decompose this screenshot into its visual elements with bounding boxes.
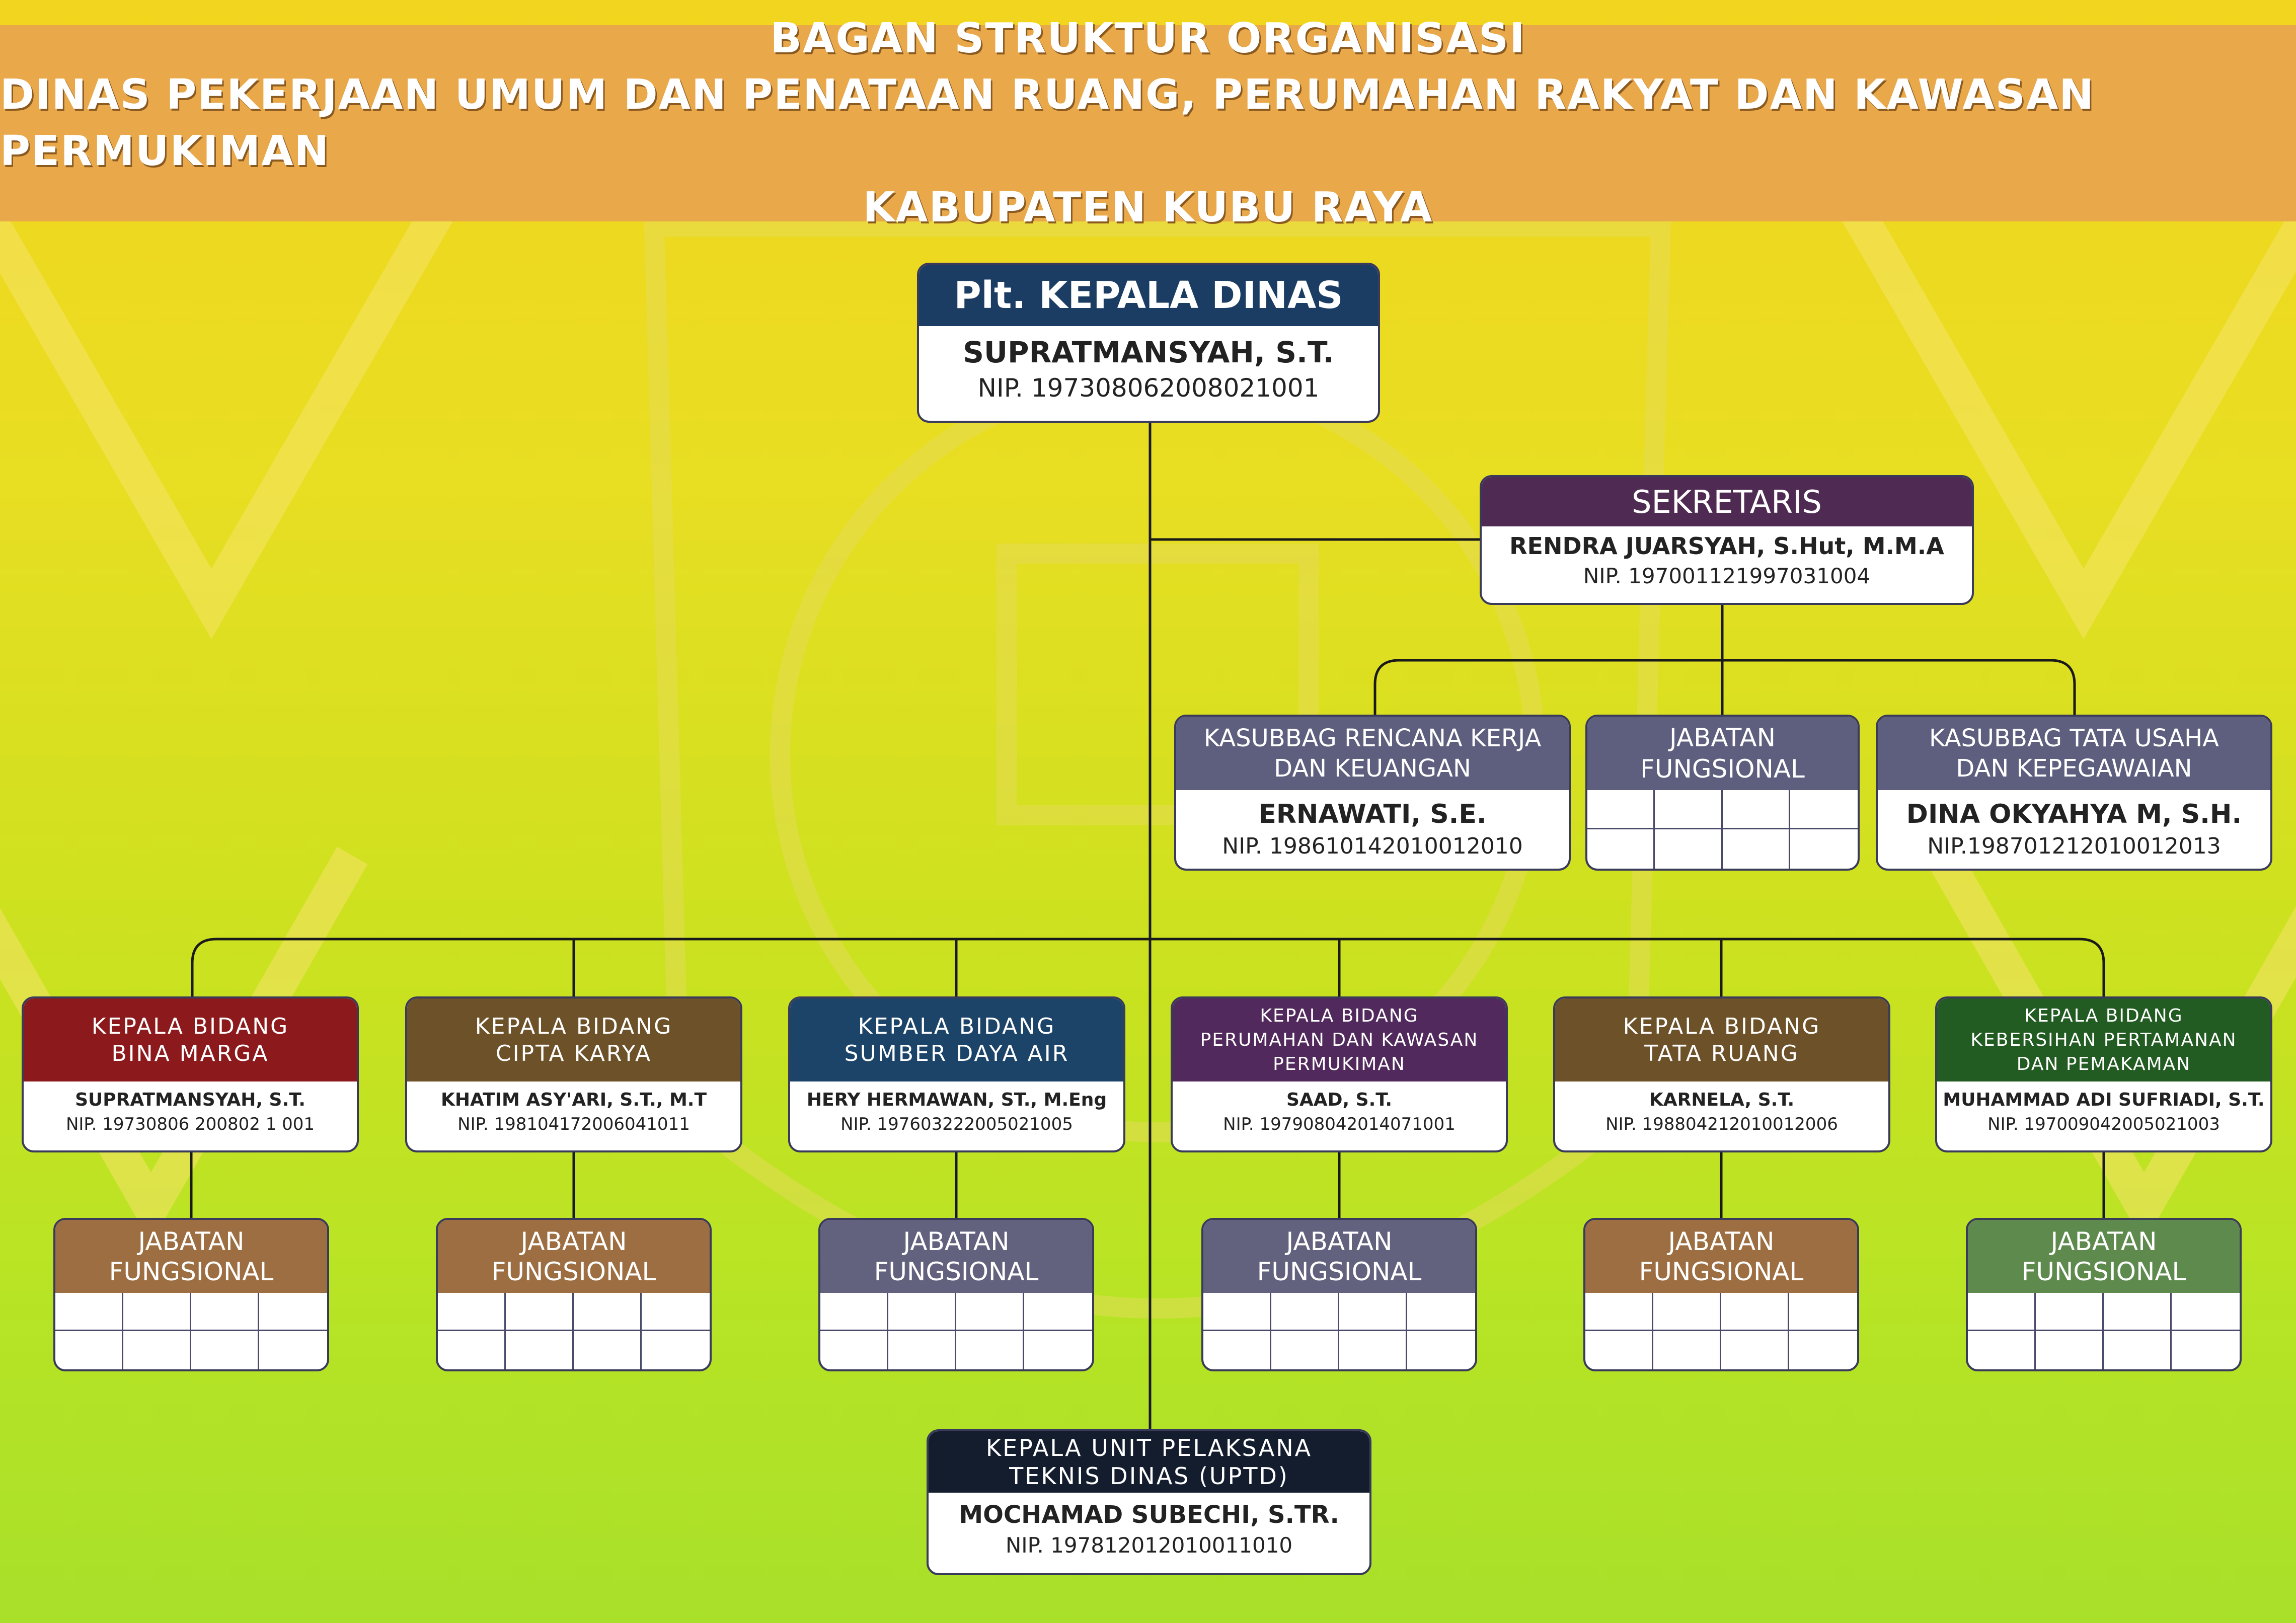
bidang-bina-marga-header [24, 998, 357, 1081]
bidang-cipta-karya-name: KHATIM ASY'ARI, S.T., M.T [440, 1090, 707, 1110]
bidang-bina-marga-box [22, 996, 359, 1152]
fungsional-box-4 [1201, 1218, 1477, 1371]
uptd-nip: NIP. 197812012010011010 [1005, 1533, 1293, 1558]
fungsional-box-5 [1583, 1218, 1859, 1371]
bidang-perumahan-nip: NIP. 197908042014071001 [1223, 1114, 1456, 1134]
fungsional-box-2 [436, 1218, 712, 1371]
bidang-cipta-karya-nip: NIP. 198104172006041011 [457, 1114, 690, 1134]
bidang-tata-ruang-name: KARNELA, S.T. [1649, 1090, 1795, 1110]
bidang-sumber-daya-air-box [788, 996, 1125, 1152]
fungsional-title-line2: FUNGSIONAL [2021, 1257, 2186, 1286]
fungsional-title-line2: FUNGSIONAL [1639, 1257, 1804, 1286]
bidang-bina-marga-nip: NIP. 19730806 200802 1 001 [65, 1114, 315, 1134]
bidang-cipta-karya-title-line2: CIPTA KARYA [495, 1040, 652, 1066]
sekretaris-header [1482, 477, 1972, 526]
fungsional-title-line2: FUNGSIONAL [874, 1257, 1039, 1286]
bidang-sumber-daya-air-header [790, 998, 1123, 1081]
bidang-bina-marga-title-line2: BINA MARGA [111, 1040, 269, 1066]
fungsional-title-line2: FUNGSIONAL [1257, 1257, 1422, 1286]
fungsional-header-1 [55, 1220, 327, 1293]
bidang-sumber-daya-air-nip: NIP. 197603222005021005 [840, 1114, 1073, 1134]
kasubbag-keuangan-name: ERNAWATI, S.E. [1258, 799, 1487, 829]
kasubbag-keuangan-box [1174, 715, 1571, 871]
kasubbag-tata-usaha-nip: NIP.198701212010012013 [1927, 833, 2221, 859]
sekretariat-fungsional-box [1585, 715, 1860, 871]
bidang-sumber-daya-air-name: HERY HERMAWAN, ST., M.Eng [806, 1090, 1107, 1110]
kasubbag-tata-usaha-header [1878, 717, 2270, 790]
bidang-tata-ruang-box [1553, 996, 1890, 1152]
bidang-bina-marga-title-line1: KEPALA BIDANG [91, 1013, 289, 1039]
kepala-dinas-header [919, 265, 1378, 326]
subbag-bracket [1375, 660, 2075, 715]
sekretariat-fungsional-grid [1587, 790, 1858, 869]
fungsional-box-6 [1966, 1218, 2242, 1371]
uptd-box [927, 1429, 1371, 1575]
bidang-perumahan-title-line1: KEPALA BIDANG [1260, 1005, 1419, 1026]
kasubbag-tata-usaha-title-line1: KASUBBAG TATA USAHA [1929, 724, 2220, 752]
bidang-kebersihan-title-line3: DAN PEMAKAMAN [2016, 1053, 2191, 1074]
kasubbag-keuangan-nip: NIP. 198610142010012010 [1222, 833, 1523, 859]
fungsional-title-line1: JABATAN [520, 1226, 627, 1256]
bidang-kebersihan-name: MUHAMMAD ADI SUFRIADI, S.T. [1943, 1090, 2265, 1110]
bidang-kebersihan-title-line1: KEPALA BIDANG [2024, 1005, 2183, 1026]
fungsional-box-3 [818, 1218, 1094, 1371]
uptd-title-line1: KEPALA UNIT PELAKSANA [985, 1434, 1313, 1461]
fungsional-grid-6 [1968, 1293, 2240, 1369]
fungsional-header-6 [1968, 1220, 2240, 1293]
fungsional-title-line1: JABATAN [1286, 1226, 1393, 1256]
kasubbag-keuangan-header [1176, 717, 1569, 790]
kasubbag-tata-usaha-box [1876, 715, 2272, 871]
bidang-perumahan-box [1171, 996, 1508, 1152]
bidang-perumahan-name: SAAD, S.T. [1286, 1090, 1393, 1110]
uptd-header [929, 1431, 1369, 1493]
fungsional-grid-4 [1203, 1293, 1475, 1369]
header-title-line1: BAGAN STRUKTUR ORGANISASI [770, 15, 1526, 62]
bidang-bracket [192, 939, 2104, 996]
fungsional-grid-1 [55, 1293, 327, 1369]
fungsional-header-4 [1203, 1220, 1475, 1293]
bidang-kebersihan-nip: NIP. 197009042005021003 [1987, 1114, 2220, 1134]
sekretariat-fungsional-title-line1: JABATAN [1669, 723, 1776, 752]
sekretaris-box [1480, 475, 1974, 605]
bidang-cipta-karya-title-line1: KEPALA BIDANG [475, 1013, 673, 1039]
sekretariat-fungsional-header [1587, 717, 1858, 790]
bidang-sumber-daya-air-title-line1: KEPALA BIDANG [858, 1013, 1056, 1039]
sekretariat-fungsional-title-line2: FUNGSIONAL [1640, 754, 1805, 784]
bidang-bina-marga-name: SUPRATMANSYAH, S.T. [75, 1090, 305, 1110]
bidang-perumahan-title-line3: PERMUKIMAN [1273, 1053, 1406, 1074]
fungsional-title-line1: JABATAN [903, 1226, 1010, 1256]
fungsional-title-line2: FUNGSIONAL [491, 1257, 656, 1286]
bidang-cipta-karya-header [407, 998, 740, 1081]
uptd-name: MOCHAMAD SUBECHI, S.TR. [959, 1501, 1339, 1529]
fungsional-grid-2 [438, 1293, 710, 1369]
fungsional-header-5 [1585, 1220, 1857, 1293]
fungsional-header-2 [438, 1220, 710, 1293]
fungsional-title-line1: JABATAN [138, 1226, 245, 1256]
kasubbag-keuangan-title-line1: KASUBBAG RENCANA KERJA [1203, 724, 1542, 752]
bidang-perumahan-header [1173, 998, 1506, 1081]
sekretaris-title: SEKRETARIS [1632, 483, 1822, 520]
fungsional-title-line2: FUNGSIONAL [109, 1257, 274, 1286]
kasubbag-tata-usaha-title-line2: DAN KEPEGAWAIAN [1956, 754, 2192, 783]
bidang-tata-ruang-header [1555, 998, 1888, 1081]
bidang-tata-ruang-nip: NIP. 198804212010012006 [1605, 1114, 1838, 1134]
sekretaris-nip: NIP. 197001121997031004 [1583, 564, 1871, 588]
kasubbag-keuangan-title-line2: DAN KEUANGAN [1274, 754, 1471, 783]
bidang-kebersihan-box [1935, 996, 2272, 1152]
kepala-dinas-box [917, 263, 1380, 423]
fungsional-box-1 [53, 1218, 329, 1371]
fungsional-title-line1: JABATAN [1668, 1226, 1775, 1256]
kasubbag-tata-usaha-name: DINA OKYAHYA M, S.H. [1906, 799, 2242, 829]
kepala-dinas-nip: NIP. 197308062008021001 [977, 373, 1320, 403]
bidang-tata-ruang-title-line1: KEPALA BIDANG [1623, 1013, 1821, 1039]
fungsional-grid-5 [1585, 1293, 1857, 1369]
kepala-dinas-name: SUPRATMANSYAH, S.T. [963, 335, 1334, 369]
bidang-kebersihan-header [1937, 998, 2270, 1081]
bidang-perumahan-title-line2: PERUMAHAN DAN KAWASAN [1200, 1029, 1479, 1050]
header-title-line2: DINAS PEKERJAAN UMUM DAN PENATAAN RUANG, PERUMAHAN RAKYAT DAN KAWASAN PERMUKIMAN [0, 71, 2095, 175]
fungsional-title-line1: JABATAN [2050, 1226, 2157, 1256]
uptd-title-line2: TEKNIS DINAS (UPTD) [1009, 1462, 1289, 1490]
fungsional-grid-3 [820, 1293, 1092, 1369]
bidang-tata-ruang-title-line2: TATA RUANG [1644, 1040, 1799, 1066]
fungsional-header-3 [820, 1220, 1092, 1293]
bidang-sumber-daya-air-title-line2: SUMBER DAYA AIR [844, 1040, 1069, 1066]
bidang-kebersihan-title-line2: KEBERSIHAN PERTAMANAN [1970, 1029, 2237, 1050]
sekretaris-name: RENDRA JUARSYAH, S.Hut, M.M.A [1509, 532, 1944, 560]
bidang-cipta-karya-box [405, 996, 742, 1152]
kepala-dinas-title: Plt. KEPALA DINAS [954, 274, 1343, 317]
header-title-line3: KABUPATEN KUBU RAYA [863, 184, 1433, 231]
